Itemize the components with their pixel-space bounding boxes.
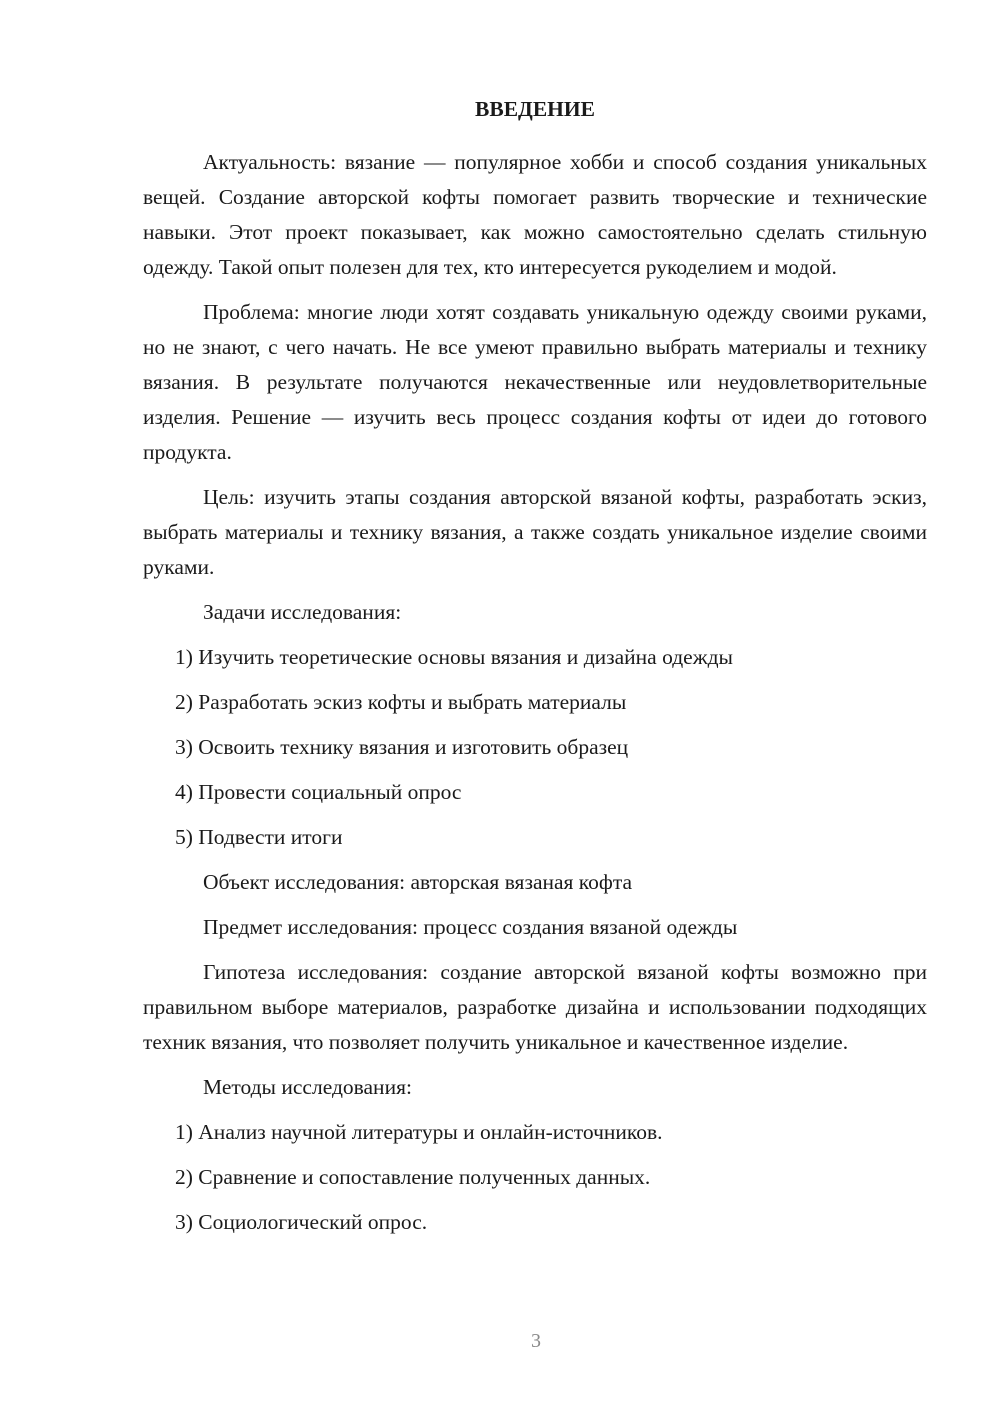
task-item: 4) Провести социальный опрос — [175, 780, 462, 804]
methods-list — [143, 1115, 927, 1240]
section-title: ВВЕДЕНИЕ — [475, 97, 595, 121]
hypothesis-paragraph: Гипотеза исследования: создание авторской вязаной кофты возможно при правильном выборе материалов, разработке дизайна и использовании подходящих техник вязания, что позволяет получить уникальное и качественное изделие. — [143, 960, 927, 1054]
subject-line: Предмет исследования: процесс создания вязаной одежды — [203, 915, 738, 939]
document-page — [143, 92, 927, 1250]
methods-heading: Методы исследования: — [203, 1075, 412, 1099]
method-item: 2) Сравнение и сопоставление полученных данных. — [175, 1165, 651, 1189]
task-item: 5) Подвести итоги — [175, 825, 343, 849]
page-number: 3 — [531, 1330, 541, 1352]
tasks-list — [143, 640, 927, 855]
tasks-heading: Задачи исследования: — [203, 600, 402, 624]
task-item: 2) Разработать эскиз кофты и выбрать материалы — [175, 690, 627, 714]
object-line: Объект исследования: авторская вязаная кофта — [203, 870, 633, 894]
task-item: 1) Изучить теоретические основы вязания и дизайна одежды — [175, 645, 733, 669]
relevance-paragraph: Актуальность: вязание — популярное хобби и способ создания уникальных вещей. Создание авторской кофты помогает развить творческие и технические навыки. Этот проект показывает, как можно самостоятельно сделать стильную одежду. Такой опыт полезен для тех, кто интересуется рукоделием и модой. — [143, 150, 927, 279]
method-item: 1) Анализ научной литературы и онлайн-источников. — [175, 1120, 663, 1144]
method-item: 3) Социологический опрос. — [175, 1210, 428, 1234]
problem-paragraph: Проблема: многие люди хотят создавать уникальную одежду своими руками, но не знают, с чего начать. Не все умеют правильно выбрать материалы и технику вязания. В результате получаются некачественные или неудовлетворительные изделия. Решение — изучить весь процесс создания кофты от идеи до готового продукта. — [143, 300, 927, 464]
goal-paragraph: Цель: изучить этапы создания авторской вязаной кофты, разработать эскиз, выбрать материалы и технику вязания, а также создать уникальное изделие своими руками. — [143, 485, 927, 579]
task-item: 3) Освоить технику вязания и изготовить образец — [175, 735, 629, 759]
